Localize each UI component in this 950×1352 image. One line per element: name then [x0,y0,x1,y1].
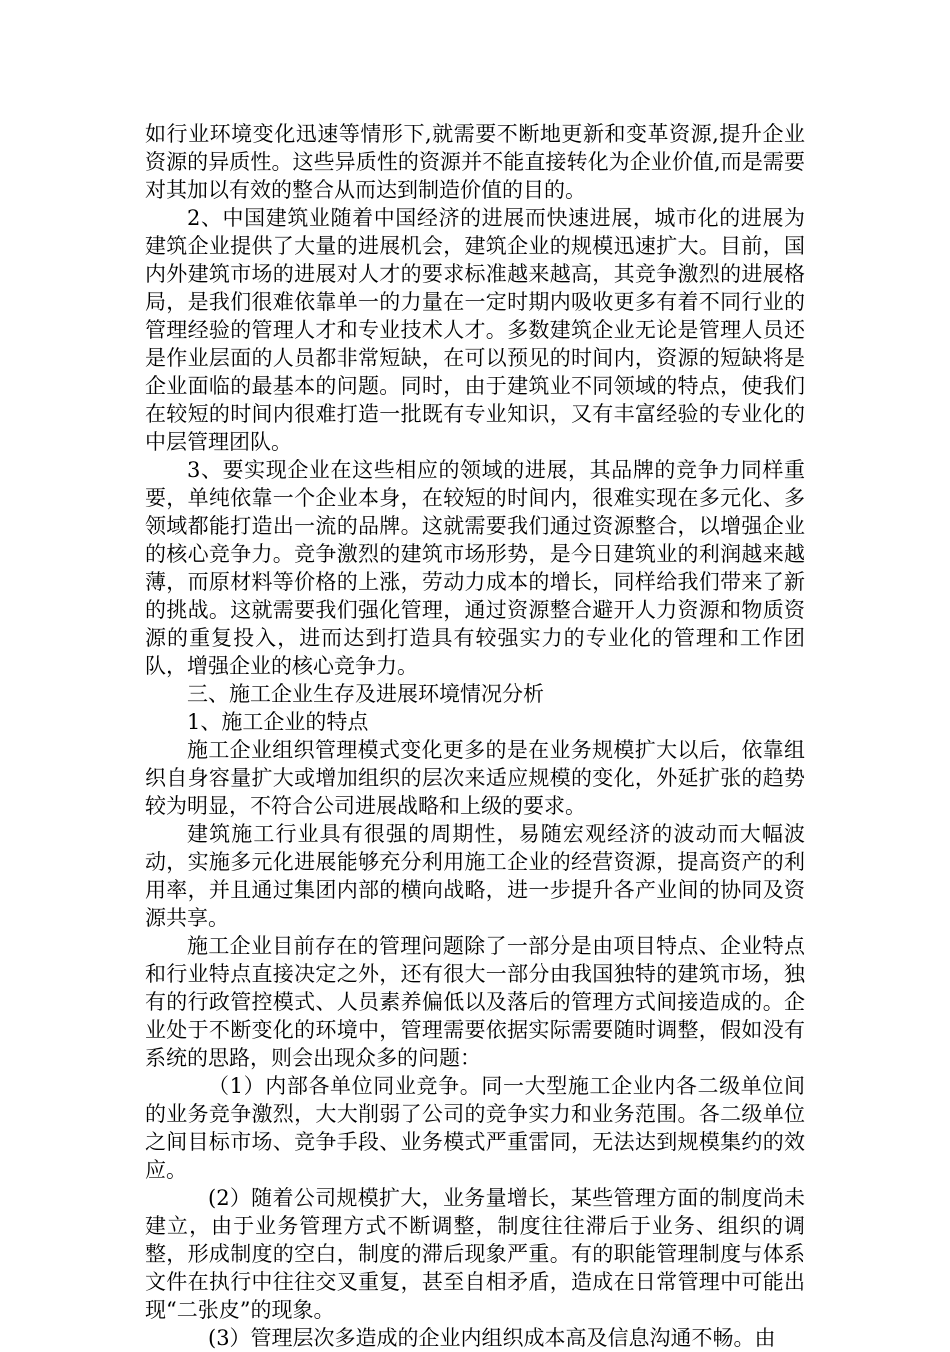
section-heading-3: 三、施工企业生存及进展环境情况分析 [187,682,544,706]
paragraph-continuation: 如行业环境变化迅速等情形下,就需要不断地更新和变革资源,提升企业资源的异质性。这些异质性的资源并不能直接转化为企业价值,而是需要对其加以有效的整合从而达到制造价值的目的。 [145,122,805,202]
paragraph-cyclical: 建筑施工行业具有很强的周期性，易随宏观经济的波动而大幅波动，实施多元化进展能够充分利用施工企业的经营资源，提高资产的利用率，并且通过集团内部的横向战略，进一步提升各产业间的协同及资源共享。 [145,822,805,930]
paragraph-item-3: 3、要实现企业在这些相应的领域的进展，其品牌的竞争力同样重要，单纯依靠一个企业本身，在较短的时间内，很难实现在多元化、多领域都能打造出一流的品牌。这就需要我们通过资源整合，以增强企业的核心竞争力。竞争激烈的建筑市场形势，是今日建筑业的利润越来越薄，而原材料等价格的上涨，劳动力成本的增长，同样给我们带来了新的挑战。这就需要我们强化管理，通过资源整合避开人力资源和物质资源的重复投入，进而达到打造具有较强实力的专业化的管理和工作团队，增强企业的核心竞争力。 [145,458,805,678]
paragraph-org-mode: 施工企业组织管理模式变化更多的是在业务规模扩大以后，依靠组织自身容量扩大或增加组织的层次来适应规模的变化，外延扩张的趋势较为明显，不符合公司进展战略和上级的要求。 [145,738,805,818]
subsection-heading-1: 1、施工企业的特点 [187,710,369,734]
paragraph-problems: 施工企业目前存在的管理问题除了一部分是由项目特点、企业特点和行业特点直接决定之外，还有很大一部分由我国独特的建筑市场，独有的行政管控模式、人员素养偏低以及落后的管理方式间接造成的。企业处于不断变化的环境中，管理需要依据实际需要随时调整，假如没有系统的思路，则会出现众多的问题： [145,934,805,1070]
document-page [145,120,805,1352]
list-item-1: （1）内部各单位同业竞争。同一大型施工企业内各二级单位间的业务竞争激烈，大大削弱了公司的竞争实力和业务范围。各二级单位之间目标市场、竞争手段、业务模式严重雷同，无法达到规模集约的效应。 [145,1074,805,1182]
list-item-2: (2）随着公司规模扩大，业务量增长，某些管理方面的制度尚未建立，由于业务管理方式不断调整，制度往往滞后于业务、组织的调整，形成制度的空白，制度的滞后现象严重。有的职能管理制度与体系文件在执行中往往交叉重复，甚至自相矛盾，造成在日常管理中可能出现“二张皮”的现象。 [145,1186,805,1322]
list-item-3: (3）管理层次多造成的企业内组织成本高及信息沟通不畅。由 [208,1326,776,1350]
paragraph-item-2: 2、中国建筑业随着中国经济的进展而快速进展，城市化的进展为建筑企业提供了大量的进展机会，建筑企业的规模迅速扩大。目前，国内外建筑市场的进展对人才的要求标准越来越高，其竞争激烈的进展格局，是我们很难依靠单一的力量在一定时期内吸收更多有着不同行业的管理经验的管理人才和专业技术人才。多数建筑企业无论是管理人员还是作业层面的人员都非常短缺，在可以预见的时间内，资源的短缺将是企业面临的最基本的问题。同时，由于建筑业不同领域的特点，使我们在较短的时间内很难打造一批既有专业知识，又有丰富经验的专业化的中层管理团队。 [145,206,805,454]
